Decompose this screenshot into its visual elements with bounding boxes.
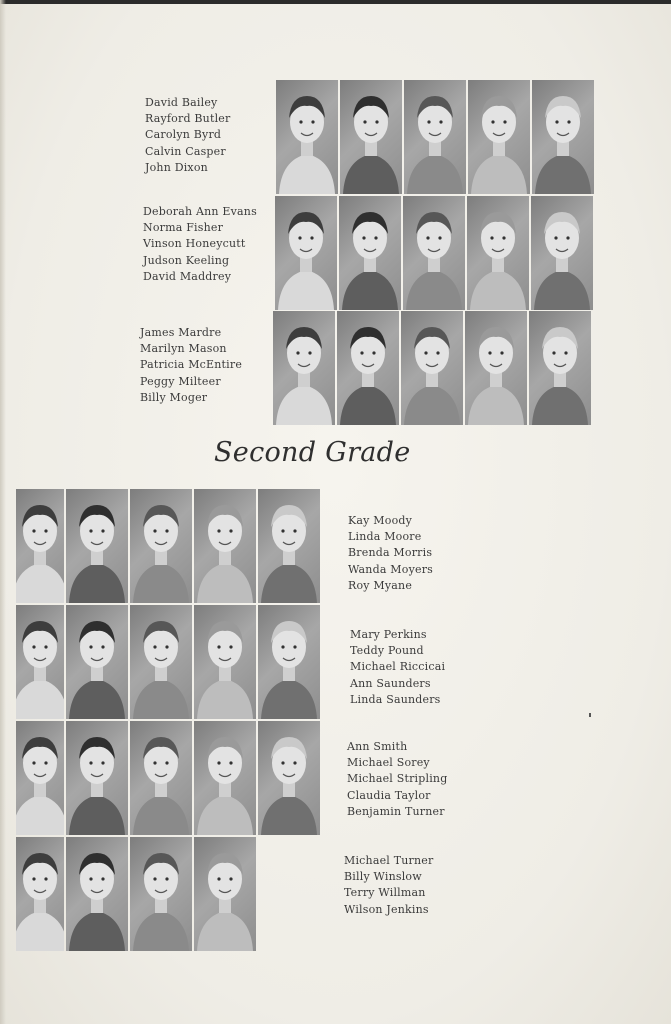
student-name: Peggy Milteer: [140, 374, 221, 388]
student-photo: [340, 80, 402, 194]
name-list-group-7: [344, 853, 433, 918]
photo-row: [16, 721, 320, 835]
student-photo: [16, 605, 64, 719]
student-name: Benjamin Turner: [347, 804, 445, 818]
student-photo: [130, 721, 192, 835]
student-photo: [130, 605, 192, 719]
student-photo: [273, 311, 335, 425]
student-photo: [529, 311, 591, 425]
student-photo: [258, 605, 320, 719]
student-name: Linda Moore: [348, 530, 422, 544]
student-name: Ann Saunders: [350, 676, 431, 690]
student-name: Rayford Butler: [145, 112, 231, 126]
student-name: Michael Sorey: [347, 756, 430, 770]
student-name: Ann Smith: [347, 740, 408, 753]
student-photo: [465, 311, 527, 425]
student-name: Terry Willman: [344, 886, 426, 900]
student-name: Michael Stripling: [347, 772, 448, 786]
student-photo: [258, 721, 320, 835]
student-photo: [194, 489, 256, 603]
student-name: Brenda Morris: [348, 546, 433, 560]
student-photo: [16, 837, 64, 951]
page-top-edge: [0, 0, 671, 4]
student-photo: [403, 196, 465, 310]
student-name: Deborah Ann Evans: [143, 205, 257, 218]
student-photo: [66, 605, 128, 719]
student-name: Claudia Taylor: [347, 788, 431, 802]
student-photo: [531, 196, 593, 310]
student-photo: [532, 80, 594, 194]
name-list-group-2: [143, 204, 257, 285]
student-name: Billy Winslow: [344, 870, 422, 884]
student-photo: [339, 196, 401, 310]
student-photo: [468, 80, 530, 194]
student-photo: [194, 837, 256, 951]
student-name: David Bailey: [145, 96, 218, 109]
student-photo: [130, 489, 192, 603]
student-name: Judson Keeling: [143, 253, 230, 267]
photo-row: [16, 605, 320, 719]
student-photo: [66, 721, 128, 835]
student-photo: [16, 489, 64, 603]
student-photo: [258, 489, 320, 603]
photo-row: [273, 311, 591, 425]
student-photo: [16, 721, 64, 835]
photo-row: [16, 837, 256, 951]
name-list-group-4: [348, 513, 433, 594]
name-list-group-5: [350, 627, 445, 708]
student-name: David Maddrey: [143, 269, 232, 283]
student-name: Norma Fisher: [143, 221, 224, 235]
student-photo: [130, 837, 192, 951]
student-name: Kay Moody: [348, 514, 413, 527]
photo-row: [276, 80, 594, 194]
student-name: Michael Turner: [344, 854, 434, 867]
student-photo: [337, 311, 399, 425]
student-name: John Dixon: [145, 160, 208, 174]
page-binding-edge: [0, 0, 6, 1024]
student-photo: [401, 311, 463, 425]
student-name: James Mardre: [140, 326, 222, 339]
student-name: Wanda Moyers: [348, 562, 434, 576]
name-list-group-1: [145, 95, 230, 176]
name-list-group-3: [140, 325, 242, 406]
student-photo: [66, 489, 128, 603]
photo-row: [16, 489, 320, 603]
student-photo: [467, 196, 529, 310]
student-photo: [194, 605, 256, 719]
print-speck: [589, 713, 591, 717]
student-name: Vinson Honeycutt: [143, 237, 246, 251]
student-name: Mary Perkins: [350, 628, 427, 641]
student-photo: [276, 80, 338, 194]
student-photo: [66, 837, 128, 951]
photo-row: [275, 196, 593, 310]
student-photo: [275, 196, 337, 310]
student-photo: [404, 80, 466, 194]
student-photo: [194, 721, 256, 835]
student-name: Carolyn Byrd: [145, 128, 222, 142]
student-name: Billy Moger: [140, 390, 208, 404]
student-name: Calvin Casper: [145, 144, 226, 158]
student-name: Patricia McEntire: [140, 358, 243, 372]
student-name: Michael Riccicai: [350, 660, 446, 674]
student-name: Teddy Pound: [350, 644, 424, 658]
section-title: Second Grade: [214, 437, 411, 468]
student-name: Roy Myane: [348, 578, 413, 592]
student-name: Wilson Jenkins: [344, 902, 429, 916]
student-name: Linda Saunders: [350, 692, 441, 706]
name-list-group-6: [347, 739, 447, 820]
student-name: Marilyn Mason: [140, 342, 227, 356]
